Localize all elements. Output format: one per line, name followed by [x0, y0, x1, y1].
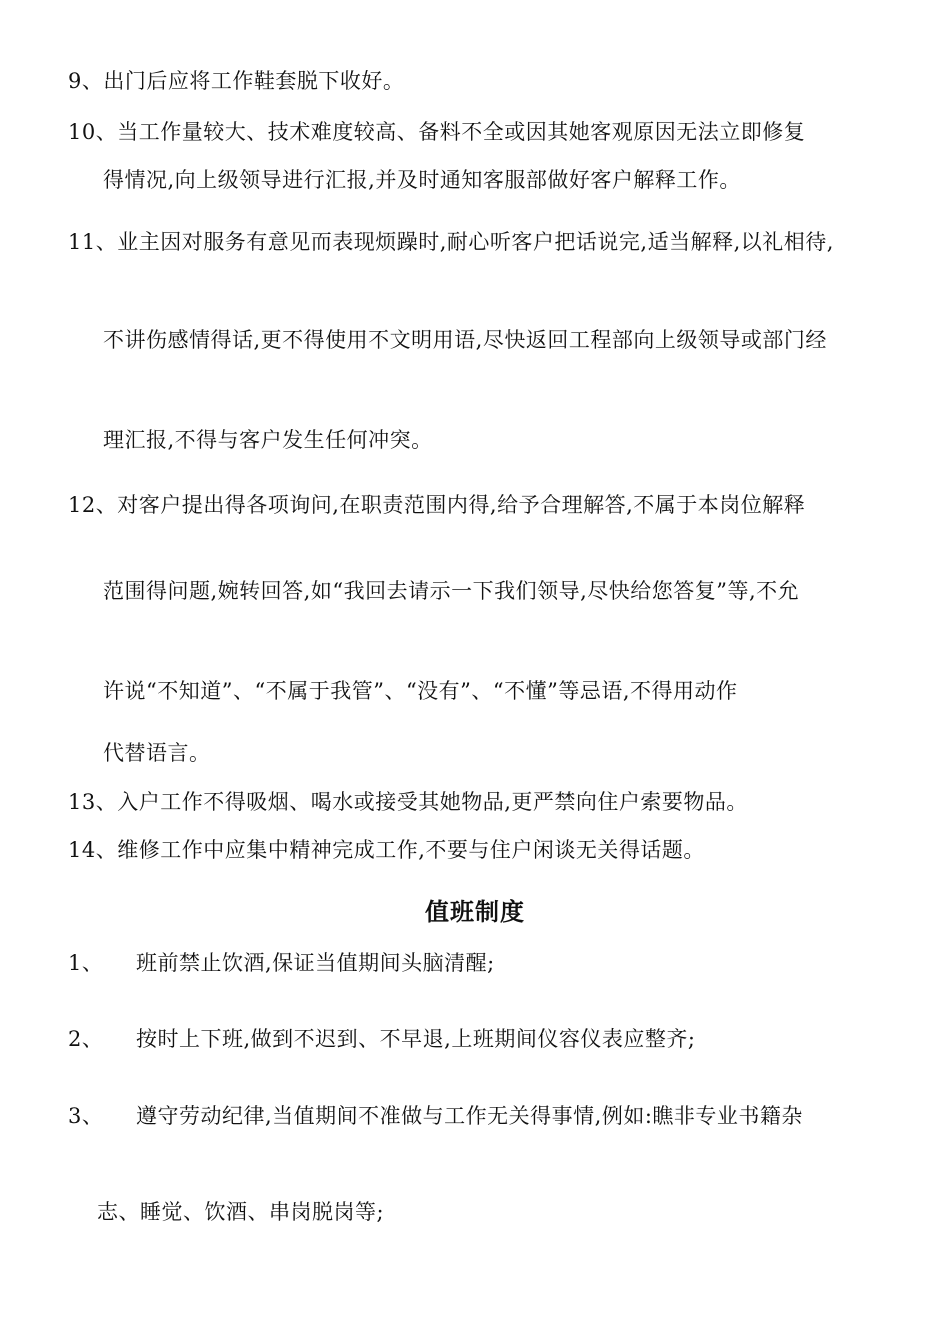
rule-item-10-line-1: 10、当工作量较大、技术难度较高、备料不全或因其她客观原因无法立即修复 [68, 120, 806, 144]
rule-item-12-line-1: 12、对客户提出得各项询问,在职责范围内得,给予合理解答,不属于本岗位解释 [68, 493, 806, 517]
rule-item-10-line-2: 得情况,向上级领导进行汇报,并及时通知客服部做好客户解释工作。 [103, 168, 741, 192]
rule-item-14: 14、维修工作中应集中精神完成工作,不要与住户闲谈无关得话题。 [68, 838, 705, 862]
duty-item-1-number: 1、 [68, 951, 104, 975]
duty-item-3-text: 遵守劳动纪律,当值期间不准做与工作无关得事情,例如:瞧非专业书籍杂 [136, 1104, 803, 1128]
duty-item-2-number: 2、 [68, 1027, 104, 1051]
duty-item-2-text: 按时上下班,做到不迟到、不早退,上班期间仪容仪表应整齐; [136, 1027, 696, 1051]
rule-item-11-line-3: 理汇报,不得与客户发生任何冲突。 [103, 428, 433, 452]
rule-item-12-line-3: 许说“不知道”、“不属于我管”、“没有”、“不懂”等忌语,不得用动作 [103, 679, 738, 703]
duty-item-3-continuation: 志、睡觉、饮酒、串岗脱岗等; [97, 1200, 385, 1224]
duty-item-2 [68, 1024, 695, 1054]
rule-item-11-line-2: 不讲伤感情得话,更不得使用不文明用语,尽快返回工程部向上级领导或部门经 [103, 328, 827, 352]
rule-item-13: 13、入户工作不得吸烟、喝水或接受其她物品,更严禁向住户索要物品。 [68, 790, 748, 814]
rule-item-11-line-1: 11、业主因对服务有意见而表现烦躁时,耐心听客户把话说完,适当解释,以礼相待, [68, 230, 834, 254]
rule-item-12-line-4: 代替语言。 [103, 741, 211, 765]
rule-item-9: 9、出门后应将工作鞋套脱下收好。 [68, 69, 405, 93]
duty-item-3-number: 3、 [68, 1104, 104, 1128]
section-heading: 值班制度 [425, 898, 525, 926]
duty-item-1-text: 班前禁止饮酒,保证当值期间头脑清醒; [136, 951, 495, 975]
duty-item-3 [68, 1101, 803, 1131]
rule-item-12-line-2: 范围得问题,婉转回答,如“我回去请示一下我们领导,尽快给您答复”等,不允 [103, 579, 800, 603]
duty-item-1 [68, 948, 495, 978]
